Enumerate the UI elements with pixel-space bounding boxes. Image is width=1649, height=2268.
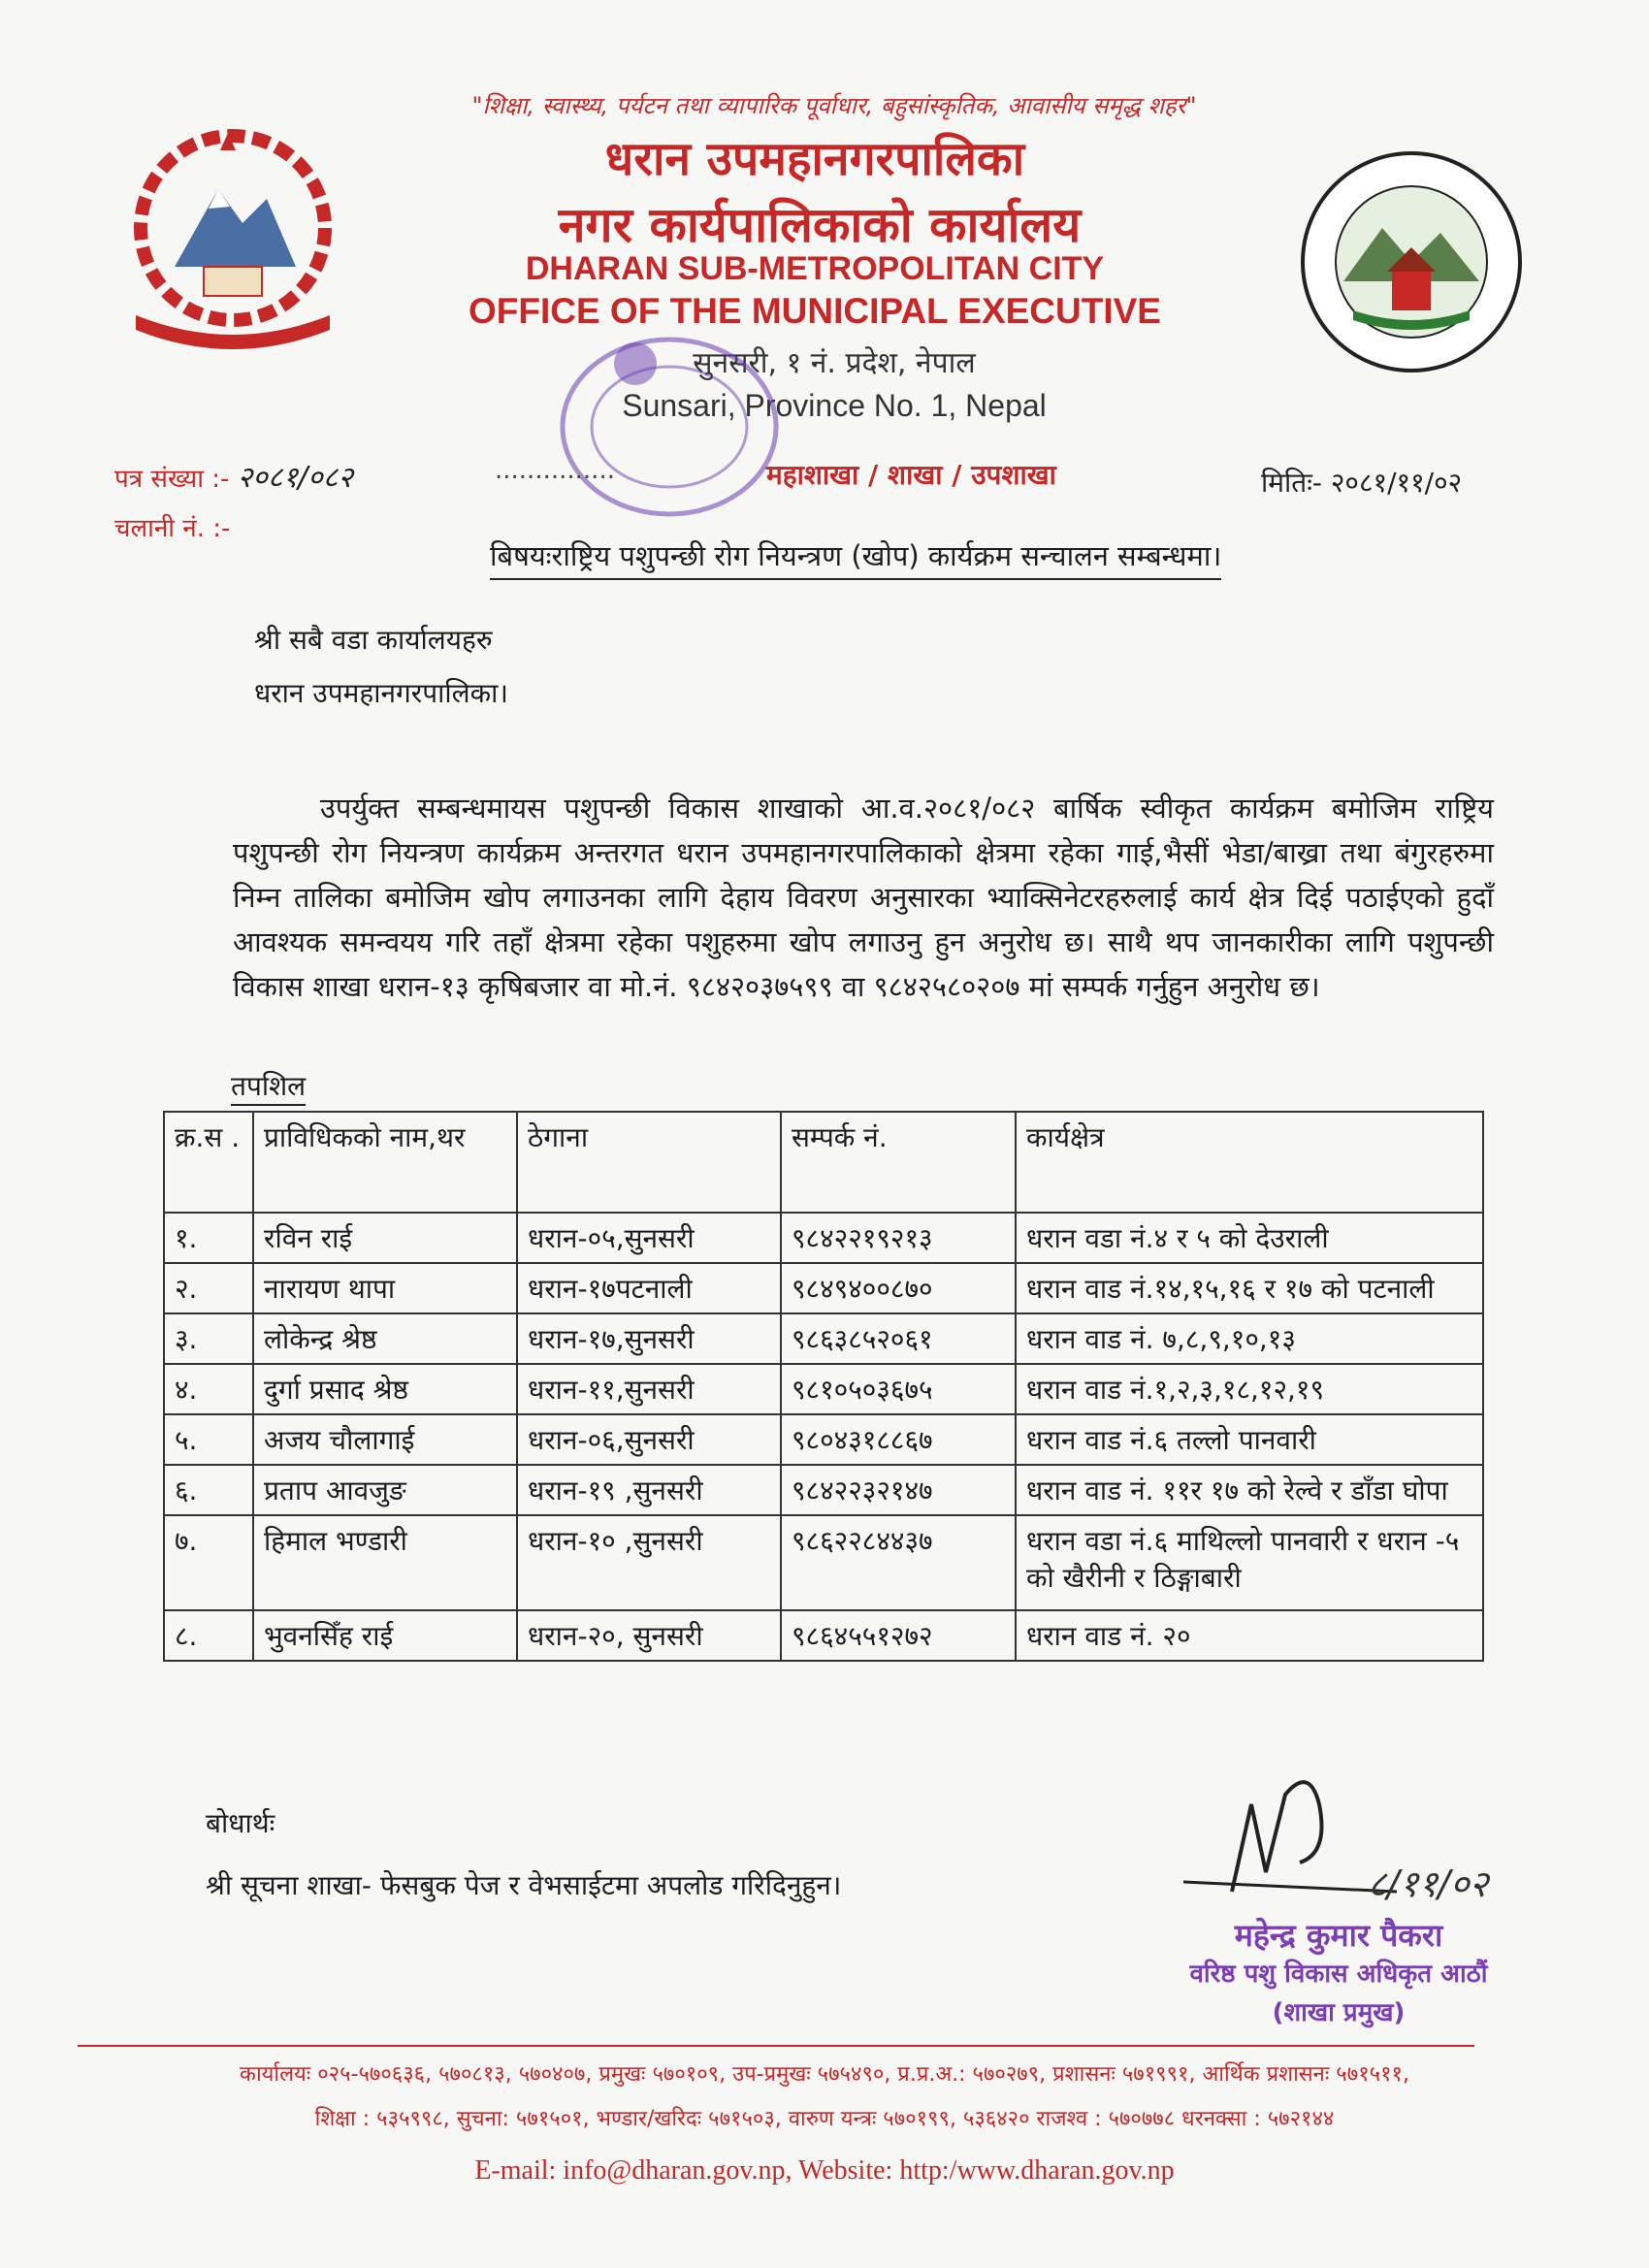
cell-work-area: धरान वडा नं.४ र ५ को देउराली	[1016, 1213, 1483, 1263]
cell-work-area: धरान वाड नं.६ तल्लो पानवारी	[1016, 1414, 1483, 1465]
cell-serial: ७.	[164, 1515, 253, 1610]
cell-contact: ९८६४५५१२७२	[781, 1610, 1016, 1661]
office-subtitle-nepali: नगर कार्यपालिकाको कार्यालय	[558, 197, 1082, 253]
cell-contact: ९८४२२३२१४७	[781, 1465, 1016, 1515]
office-stamp	[543, 320, 795, 534]
address-english: Sunsari, Province No. 1, Nepal	[622, 388, 1047, 423]
footer-phone-line-2: शिक्षा : ५३५९९८, सुचना: ५७१५०१, भण्डार/खरिदः ५७१५०३, वारुण यन्त्रः ५७०१९९, ५३६४२० राजश्व : ५७०७७८ धरनक्सा : ५७२१४४	[314, 2107, 1335, 2131]
cell-work-area: धरान वाड नं.१४,१५,१६ र १७ को पटनाली	[1016, 1263, 1483, 1313]
office-title-english: DHARAN SUB-METROPOLITAN CITY	[525, 250, 1105, 287]
cc-label: बोधार्थः	[206, 1807, 275, 1839]
cell-work-area: धरान वाड नं. २०	[1016, 1610, 1483, 1661]
cc-line: श्री सूचना शाखा- फेसबुक पेज र वेभसाईटमा अपलोड गरिदिनुहुन।	[206, 1869, 842, 1901]
cell-serial: ३.	[164, 1313, 253, 1364]
signer-designation: वरिष्ठ पशु विकास अधिकृत आठौं	[1189, 1960, 1488, 1989]
cell-address: धरान-१९ ,सुनसरी	[517, 1465, 781, 1515]
cell-name: रविन राई	[253, 1213, 517, 1263]
cell-address: धरान-०५,सुनसरी	[517, 1213, 781, 1263]
branch-label: महाशाखा / शाखा / उपशाखा	[766, 459, 1056, 491]
cell-name: प्रताप आवजुङ	[253, 1465, 517, 1515]
col-work-area: कार्यक्षेत्र	[1016, 1112, 1483, 1213]
cell-address: धरान-२०, सुनसरी	[517, 1610, 781, 1661]
cell-name: नारायण थापा	[253, 1263, 517, 1313]
table-row	[164, 1610, 1483, 1661]
cell-contact: ९८०४३१८८६७	[781, 1414, 1016, 1465]
table-row	[164, 1364, 1483, 1414]
cell-name: भुवनसिँह राई	[253, 1610, 517, 1661]
office-title-nepali: धरान उपमहानगरपालिका	[604, 132, 1025, 186]
cell-serial: १.	[164, 1213, 253, 1263]
addressee-line-1: श्री सबै वडा कार्यालयहरु	[254, 624, 493, 656]
cell-name: दुर्गा प्रसाद श्रेष्ठ	[253, 1364, 517, 1414]
signer-name: महेन्द्र कुमार पैकरा	[1234, 1917, 1443, 1954]
cell-name: हिमाल भण्डारी	[253, 1515, 517, 1610]
cell-contact: ९८६३८५२०६१	[781, 1313, 1016, 1364]
table-row	[164, 1213, 1483, 1263]
branch-dots: ...............	[495, 456, 615, 485]
table-header-row	[164, 1112, 1483, 1213]
table-row	[164, 1263, 1483, 1313]
cell-serial: ५.	[164, 1414, 253, 1465]
cell-serial: २.	[164, 1263, 253, 1313]
footer-divider	[78, 2045, 1474, 2047]
footer-phone-line-1: कार्यालयः ०२५-५७०६३६, ५७०८१३, ५७०४०७, प्रमुखः ५७०१०९, उप-प्रमुखः ५७५४९०, प्र.प्र.अ.: ५७०२७९, प्रशासनः ५७१९९१, आर्थिक प्रशासनः ५७१५११,	[240, 2062, 1409, 2087]
col-serial: क्र.स .	[164, 1112, 253, 1213]
table-title: तपशिल	[231, 1067, 306, 1106]
cell-work-area: धरान वाड नं. ७,८,९,१०,१३	[1016, 1313, 1483, 1364]
table-row	[164, 1515, 1483, 1610]
table-row	[164, 1313, 1483, 1364]
letter-body: उपर्युक्त सम्बन्धमायस पशुपन्छी विकास शाखाको आ.व.२०८१/०८२ बार्षिक स्वीकृत कार्यक्रम बमोजिम राष्ट्रिय पशुपन्छी रोग नियन्त्रण कार्यक्रम अन्तरगत धरान उपमहानगरपालिकाको क्षेत्रमा रहेका गाई,भैसीं भेडा/बाख्रा तथा बंगुरहरुमा निम्न तालिका बमोजिम खोप लगाउनका लागि देहाय विवरण अनुसारका भ्याक्सिनेटरहरुलाई कार्य क्षेत्र दिई पठाईएको हुदाँ आवश्यक समन्वयय गरि तहाँ क्षेत्रमा रहेका पशुहरुमा खोप लगाउनु हुन अनुरोध छ। साथै थप जानकारीका लागि पशुपन्छी विकास शाखा धरान-१३ कृषिबजार वा मो.नं. ९८४२०३७५९९ वा ९८४२५८०२०७ मां सम्पर्क गर्नुहुन अनुरोध छ।	[233, 792, 1494, 1003]
cell-address: धरान-१० ,सुनसरी	[517, 1515, 781, 1610]
signer-stamp	[1164, 1916, 1513, 2032]
cell-work-area: धरान वाड नं. ११र १७ को रेल्वे र डाँडा घोपा	[1016, 1465, 1483, 1515]
cell-work-area: धरान वडा नं.६ माथिल्लो पानवारी र धरान -५ को खैरीनी र ठिङ्गाबारी	[1016, 1515, 1483, 1610]
col-name: प्राविधिकको नाम,थर	[253, 1112, 517, 1213]
letter-number: पत्र संख्या :- २०८१/०८२	[114, 461, 353, 495]
footer-contact-web: E-mail: info@dharan.gov.np, Website: http:/www.dharan.gov.np	[474, 2155, 1175, 2186]
table-row	[164, 1414, 1483, 1465]
cell-contact: ९८४२२१९२१३	[781, 1213, 1016, 1263]
col-address: ठेगाना	[517, 1112, 781, 1213]
cell-serial: ६.	[164, 1465, 253, 1515]
dharan-city-logo	[1295, 146, 1528, 378]
cell-address: धरान-०६,सुनसरी	[517, 1414, 781, 1465]
cell-address: धरान-१७पटनाली	[517, 1263, 781, 1313]
cell-serial: ४.	[164, 1364, 253, 1414]
cell-name: लोकेन्द्र श्रेष्ठ	[253, 1313, 517, 1364]
nepal-emblem-logo	[112, 121, 354, 354]
vaccinator-table	[163, 1111, 1484, 1662]
cell-contact: ९८४९४००८७०	[781, 1263, 1016, 1313]
dispatch-number-label: चलानी नं. :-	[114, 514, 231, 543]
signer-role: (शाखा प्रमुख)	[1272, 1998, 1406, 2027]
office-subtitle-english: OFFICE OF THE MUNICIPAL EXECUTIVE	[468, 291, 1161, 331]
address-nepali: सुनसरी, १ नं. प्रदेश, नेपाल	[693, 346, 976, 380]
letter-subject: बिषयःराष्ट्रिय पशुपन्छी रोग नियन्त्रण (खोप) कार्यक्रम सन्चालन सम्बन्धमा।	[490, 536, 1221, 580]
addressee-line-2: धरान उपमहानगरपालिका।	[254, 677, 508, 709]
table-row	[164, 1465, 1483, 1515]
letter-date: मितिः- २०८१/११/०२	[1261, 467, 1463, 499]
cell-address: धरान-११,सुनसरी	[517, 1364, 781, 1414]
cell-work-area: धरान वाड नं.१,२,३,१८,१२,१९	[1016, 1364, 1483, 1414]
signature-date: ८/११/०२	[1368, 1863, 1489, 1905]
cell-name: अजय चौलागाई	[253, 1414, 517, 1465]
col-contact: सम्पर्क नं.	[781, 1112, 1016, 1213]
letterhead-tagline: "शिक्षा, स्वास्थ्य, पर्यटन तथा व्यापारिक पूर्वाधार, बहुसांस्कृतिक, आवासीय समृद्ध शहर"	[471, 92, 1197, 119]
cell-serial: ८.	[164, 1610, 253, 1661]
cell-contact: ९८१०५०३६७५	[781, 1364, 1016, 1414]
cell-address: धरान-१७,सुनसरी	[517, 1313, 781, 1364]
cell-contact: ९८६२२८४४३७	[781, 1515, 1016, 1610]
